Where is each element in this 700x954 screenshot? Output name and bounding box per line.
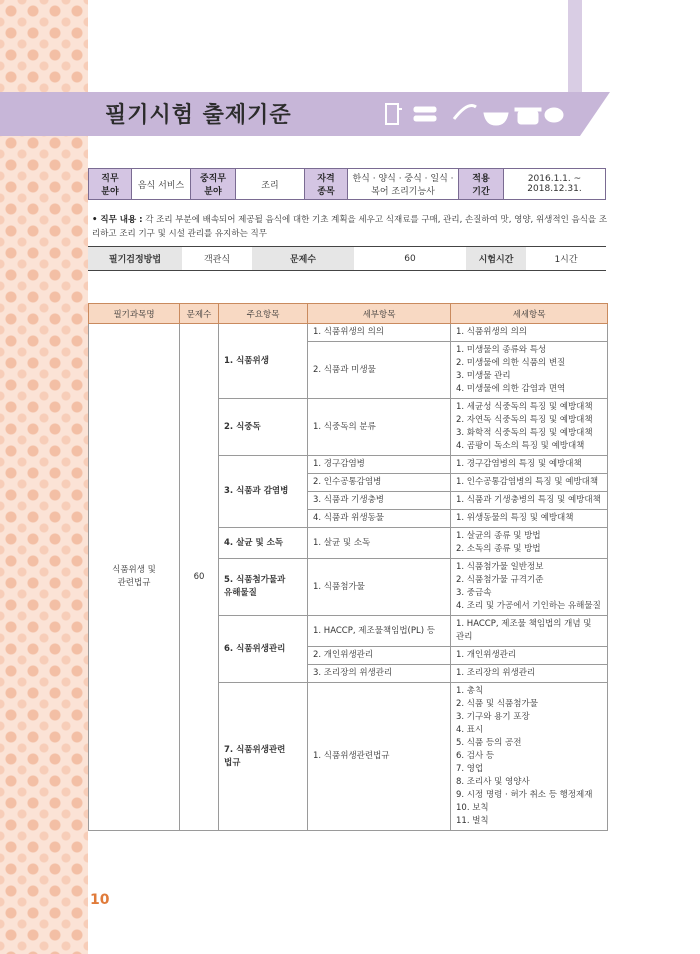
syllabus-table [88,303,608,831]
method-label: 필기검정방법 [88,247,182,271]
detail-item: 1. 미생물의 종류와 특성 2. 미생물에 의한 식품의 변질 3. 미생물 관리 4. 미생물에 의한 감염과 면역 [451,342,608,399]
detail-item: 1. 위생동물의 특징 및 예방대책 [451,510,608,528]
job-description-label: • 직무 내용 : [92,215,143,225]
tray-icon [545,108,563,122]
cooking-icons [384,101,564,127]
syllabus-body [89,324,608,831]
period-label: 적용 기간 [459,169,504,200]
measuring-cup-icon [386,104,402,124]
main-item: 5. 식품첨가물과 유해물질 [219,559,308,616]
sub-item: 2. 개인위생관리 [308,647,451,665]
col-detail: 세세항목 [451,304,608,324]
job-description-text: 각 조리 부분에 배속되어 제공될 음식에 대한 기초 계획을 세우고 식재료를 구매, 관리, 손질하여 맛, 영양, 위생적인 음식을 조리하고 조리 기구 및 시설 관리를 유지하는 직무 [92,215,608,239]
sub-item: 2. 식품과 미생물 [308,342,451,399]
sub-item: 1. 식품위생의 의의 [308,324,451,342]
time-label: 시험시간 [466,247,526,271]
page-title: 필기시험 출제기준 [105,103,292,128]
table-row [89,324,608,342]
sub-item: 1. HACCP, 제조물책임법(PL) 등 [308,616,451,647]
job-info-table [88,168,606,200]
sub-item: 2. 인수공통감염병 [308,474,451,492]
job-description [92,213,612,241]
detail-item: 1. 식품과 기생충병의 특징 및 예방대책 [451,492,608,510]
main-item: 2. 식중독 [219,399,308,456]
method: 객관식 [182,247,252,271]
col-sub: 세부항목 [308,304,451,324]
exam-info-table [88,246,606,271]
sub-item: 1. 식품위생관련법규 [308,683,451,831]
subject-count: 60 [180,324,219,831]
main-item: 6. 식품위생관리 [219,616,308,683]
dotted-background [0,0,88,954]
sub-item: 3. 식품과 기생충병 [308,492,451,510]
cert-label: 자격 종목 [305,169,348,200]
col-count: 문제수 [180,304,219,324]
col-main: 주요항목 [219,304,308,324]
pot-icon [515,108,541,124]
detail-item: 1. 식품위생의 의의 [451,324,608,342]
detail-item: 1. HACCP, 제조물 책임법의 개념 및 관리 [451,616,608,647]
whisk-icon [454,106,476,120]
col-subject: 필기과목명 [89,304,180,324]
sub-item: 1. 경구감염병 [308,456,451,474]
count: 60 [354,247,466,271]
cert: 한식 · 양식 · 중식 · 일식 · 복어 조리기능사 [348,169,459,200]
job-field: 음식 서비스 [132,169,191,200]
mid-field-label: 중직무 분야 [191,169,236,200]
detail-item: 1. 조리장의 위생관리 [451,665,608,683]
main-item: 1. 식품위생 [219,324,308,399]
main-item: 3. 식품과 감염병 [219,456,308,528]
sub-item: 3. 조리장의 위생관리 [308,665,451,683]
syllabus-header-row [89,304,608,324]
page-number: 10 [90,892,110,908]
time: 1시간 [526,247,606,271]
detail-item: 1. 살균의 종류 및 방법 2. 소독의 종류 및 방법 [451,528,608,559]
detail-item: 1. 식품첨가물 일반정보 2. 식품첨가물 규격기준 3. 중금속 4. 조리 및 가공에서 기인하는 유해물질 [451,559,608,616]
main-item: 4. 살균 및 소독 [219,528,308,559]
count-label: 문제수 [252,247,354,271]
subject-name: 식품위생 및 관련법규 [89,324,180,831]
detail-item: 1. 세균성 식중독의 특징 및 예방대책 2. 자연독 식중독의 특징 및 예방대책 3. 화학적 식중독의 특징 및 예방대책 4. 곰팡이 독소의 특징 및 예방대책 [451,399,608,456]
mid-field: 조리 [236,169,305,200]
detail-item: 1. 총칙 2. 식품 및 식품첨가물 3. 기구와 용기 포장 4. 표시 5. 식품 등의 공전 6. 검사 등 7. 영업 8. 조리사 및 영양사 9. 시정 명령 · 허가 취소 등 행정제재 10. 보칙 11. 벌칙 [451,683,608,831]
sub-item: 1. 살균 및 소독 [308,528,451,559]
decor-strip [568,0,582,92]
sub-item: 1. 식품첨가물 [308,559,451,616]
sub-item: 1. 식중독의 분류 [308,399,451,456]
detail-item: 1. 경구감염병의 특징 및 예방대책 [451,456,608,474]
detail-item: 1. 개인위생관리 [451,647,608,665]
sub-item: 4. 식품과 위생동물 [308,510,451,528]
main-item: 7. 식품위생관련 법규 [219,683,308,831]
period: 2016.1.1. ~ 2018.12.31. [504,169,606,200]
knife-icon [414,107,436,121]
bowl-icon [484,113,508,125]
detail-item: 1. 인수공통감염병의 특징 및 예방대책 [451,474,608,492]
job-field-label: 직무 분야 [89,169,132,200]
